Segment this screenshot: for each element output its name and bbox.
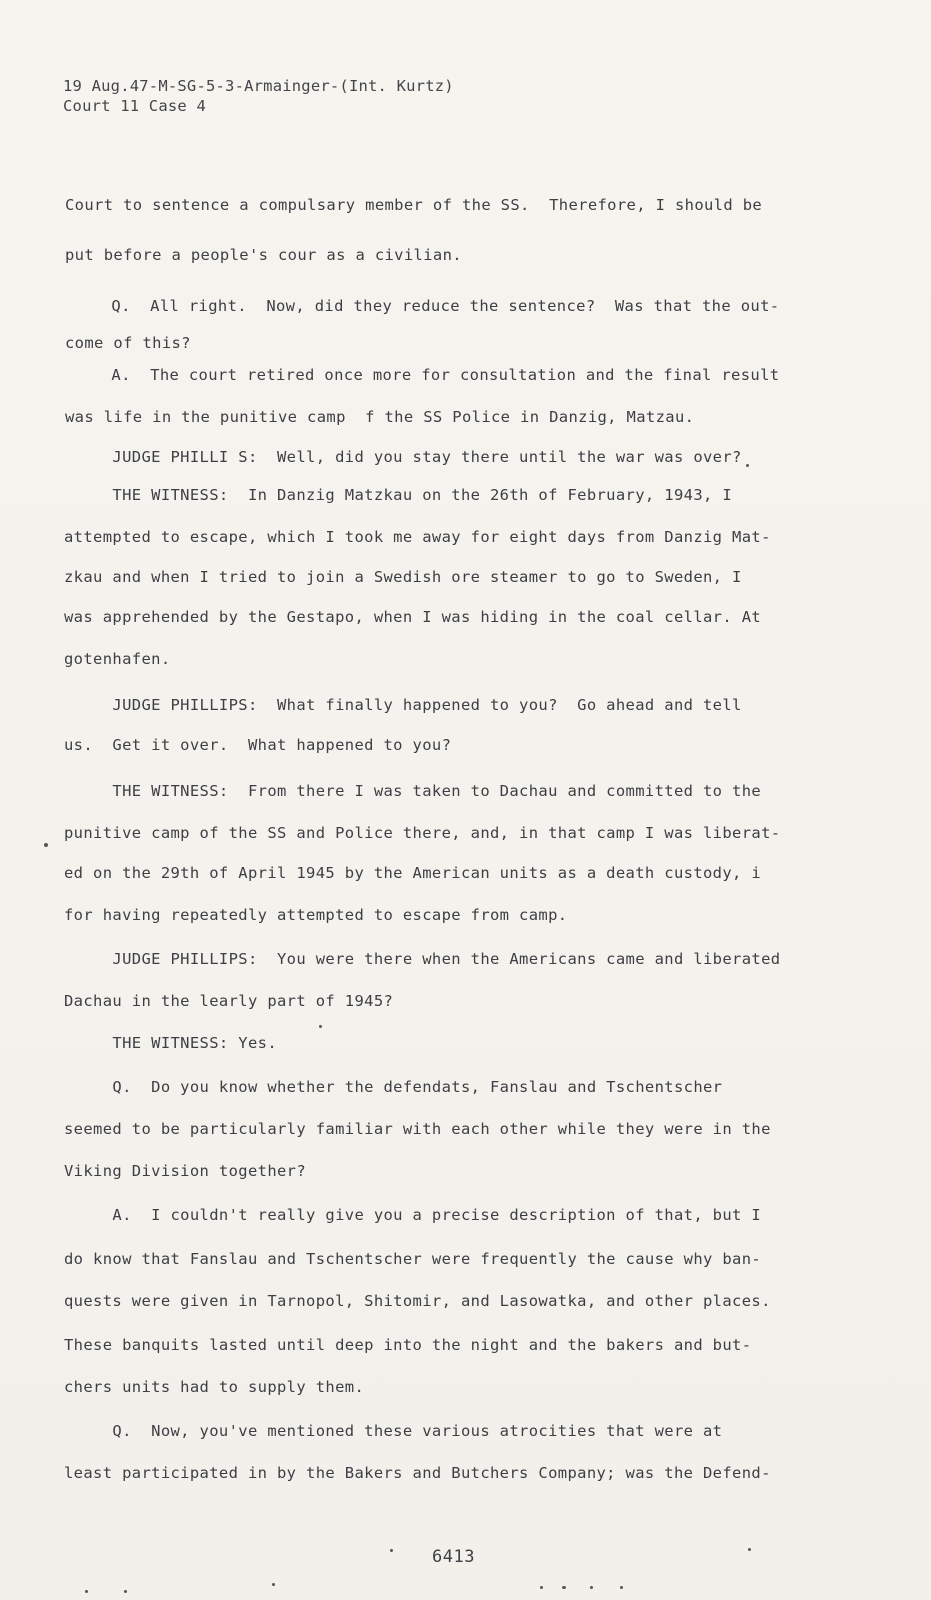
paper-speck [272, 1583, 275, 1586]
transcript-line: do know that Fanslau and Tschentscher were frequently the cause why ban- [64, 1250, 762, 1268]
transcript-line: JUDGE PHILLI S: Well, did you stay there until the war was over? [64, 448, 742, 466]
transcript-line: A. I couldn't really give you a precise description of that, but I [64, 1206, 762, 1224]
transcript-line: seemed to be particularly familiar with each other while they were in the [64, 1120, 771, 1138]
paper-speck [746, 464, 749, 467]
transcript-line: JUDGE PHILLIPS: You were there when the Americans came and liberated [64, 950, 781, 968]
paper-speck [562, 1586, 566, 1589]
transcript-line: Q. Now, you've mentioned these various atrocities that were at [64, 1422, 723, 1440]
transcript-line: was life in the punitive camp f the SS Police in Danzig, Matzau. [65, 408, 695, 426]
transcript-line: THE WITNESS: In Danzig Matzkau on the 26th of February, 1943, I [64, 486, 733, 504]
transcript-line: A. The court retired once more for consultation and the final result [63, 366, 780, 384]
paper-speck [319, 1025, 322, 1028]
transcript-line: These banquits lasted until deep into the night and the bakers and but- [64, 1336, 752, 1354]
transcript-line: chers units had to supply them. [64, 1378, 365, 1396]
transcript-line: Court to sentence a compulsary member of the SS. Therefore, I should be [65, 196, 763, 214]
transcript-line: Q. Do you know whether the defendats, Fanslau and Tschentscher [64, 1078, 723, 1096]
paper-speck [124, 1590, 127, 1593]
paper-speck [44, 843, 48, 847]
paper-speck [590, 1586, 593, 1589]
transcript-line: zkau and when I tried to join a Swedish ore steamer to go to Sweden, I [64, 568, 742, 586]
transcript-line: least participated in by the Bakers and Butchers Company; was the Defend- [64, 1464, 771, 1482]
transcript-line: quests were given in Tarnopol, Shitomir, and Lasowatka, and other places. [64, 1292, 771, 1310]
document-header [63, 76, 454, 116]
paper-speck [620, 1586, 623, 1589]
transcript-line: Dachau in the learly part of 1945? [64, 992, 394, 1010]
transcript-line: Viking Division together? [64, 1162, 307, 1180]
page-number: 6413 [432, 1547, 475, 1567]
paper-speck [748, 1548, 751, 1551]
transcript-line: put before a people's cour as a civilian. [65, 246, 462, 264]
paper-speck [85, 1590, 88, 1593]
transcript-line: gotenhafen. [64, 650, 171, 668]
header-reference-line: 19 Aug.47-M-SG-5-3-Armainger-(Int. Kurtz) [63, 77, 454, 95]
transcript-line: attempted to escape, which I took me away for eight days from Danzig Mat- [64, 528, 771, 546]
transcript-line: come of this? [65, 334, 191, 352]
paper-speck [540, 1586, 543, 1589]
transcript-line: THE WITNESS: Yes. [64, 1034, 277, 1052]
transcript-line: JUDGE PHILLIPS: What finally happened to you? Go ahead and tell [64, 696, 742, 714]
transcript-line: was apprehended by the Gestapo, when I was hiding in the coal cellar. At [64, 608, 762, 626]
paper-speck [390, 1549, 393, 1552]
header-court-case-line: Court 11 Case 4 [63, 97, 206, 115]
transcript-line: for having repeatedly attempted to escape from camp. [64, 906, 568, 924]
transcript-line: ed on the 29th of April 1945 by the American units as a death custody, i [64, 864, 762, 882]
transcript-line: us. Get it over. What happened to you? [64, 736, 452, 754]
transcript-line: Q. All right. Now, did they reduce the sentence? Was that the out- [63, 297, 780, 315]
transcript-line: THE WITNESS: From there I was taken to Dachau and committed to the [64, 782, 762, 800]
transcript-line: punitive camp of the SS and Police there, and, in that camp I was liberat- [64, 824, 781, 842]
